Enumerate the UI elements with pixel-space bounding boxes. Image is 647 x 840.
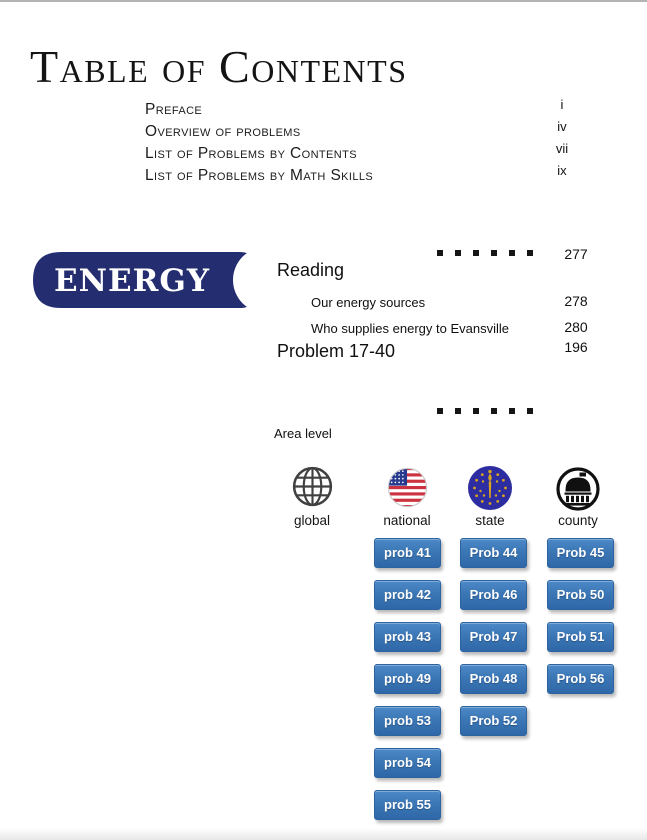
page-bottom-edge <box>0 828 647 840</box>
toc-entry-label: List of Problems by Math Skills <box>145 167 374 184</box>
area-level-national-label: national <box>383 513 431 528</box>
dotted-separator <box>437 250 533 256</box>
toc-entry-page-number: iv <box>557 119 567 134</box>
prob-54-button[interactable]: prob 54 <box>374 748 441 778</box>
toc-entry-problems-by-contents[interactable] <box>145 141 589 167</box>
prob-56-button[interactable]: Prob 56 <box>547 664 614 694</box>
prob-44-button[interactable]: Prob 44 <box>460 538 527 568</box>
area-level-label: Area level <box>274 426 332 441</box>
toc-entry-problems-by-math-skills[interactable] <box>145 163 589 189</box>
section-entry-reading: Reading <box>277 260 345 280</box>
prob-45-button[interactable]: Prob 45 <box>547 538 614 568</box>
section-entry-page-number: 278 <box>564 293 588 309</box>
toc-entry-overview[interactable] <box>145 119 589 145</box>
prob-48-button[interactable]: Prob 48 <box>460 664 527 694</box>
area-level-state-label: state <box>475 513 505 528</box>
globe-icon <box>292 466 333 507</box>
area-level-county-label: county <box>558 513 598 528</box>
toc-entry-label: Overview of problems <box>145 123 301 140</box>
state-button-column <box>460 538 527 736</box>
county-button-column <box>547 538 614 694</box>
front-matter-toc <box>145 97 589 189</box>
page-top-border <box>0 0 647 2</box>
toc-entry-page-number: i <box>560 97 564 112</box>
prob-53-button[interactable]: prob 53 <box>374 706 441 736</box>
government-building-icon <box>555 466 601 512</box>
section-entry-page-number: 280 <box>564 319 588 335</box>
page-title: Table of Contents <box>30 41 408 92</box>
section-entry-page-number: 196 <box>564 339 588 355</box>
section-entry-our-energy-sources: Our energy sources <box>311 295 426 310</box>
us-flag-icon <box>387 467 428 508</box>
prob-41-button[interactable]: prob 41 <box>374 538 441 568</box>
toc-entry-page-number: ix <box>557 163 567 178</box>
section-entry-who-supplies-energy: Who supplies energy to Evansville <box>311 321 509 336</box>
toc-entry-preface[interactable] <box>145 97 589 123</box>
prob-55-button[interactable]: prob 55 <box>374 790 441 820</box>
prob-43-button[interactable]: prob 43 <box>374 622 441 652</box>
toc-entry-label: Preface <box>145 101 203 118</box>
energy-section-badge-label: ENERGY <box>54 263 210 299</box>
prob-52-button[interactable]: Prob 52 <box>460 706 527 736</box>
indiana-flag-icon <box>467 465 513 511</box>
prob-46-button[interactable]: Prob 46 <box>460 580 527 610</box>
national-button-column <box>374 538 441 820</box>
dotted-separator <box>437 408 533 414</box>
prob-49-button[interactable]: prob 49 <box>374 664 441 694</box>
section-entry-page-number: 277 <box>564 246 588 262</box>
section-entry-problem-17-40: Problem 17-40 <box>277 341 396 361</box>
toc-entry-page-number: vii <box>555 141 569 156</box>
prob-47-button[interactable]: Prob 47 <box>460 622 527 652</box>
toc-entry-label: List of Problems by Contents <box>145 145 357 162</box>
area-level-global-label: global <box>293 513 331 528</box>
prob-51-button[interactable]: Prob 51 <box>547 622 614 652</box>
prob-42-button[interactable]: prob 42 <box>374 580 441 610</box>
prob-50-button[interactable]: Prob 50 <box>547 580 614 610</box>
